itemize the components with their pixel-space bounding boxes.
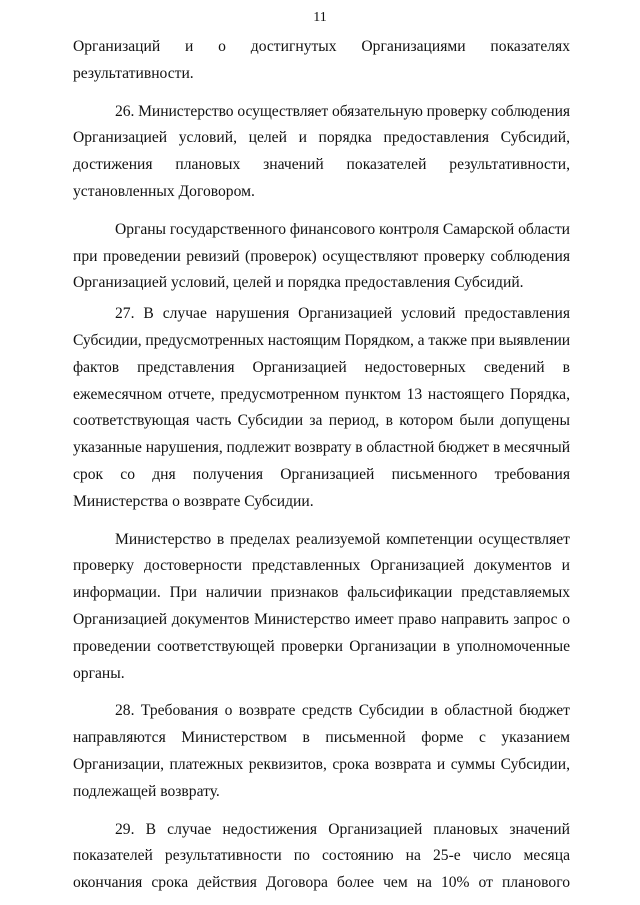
text-line: проведении соответствующей проверки Организации в уполномоченные: [73, 637, 570, 655]
text-line: Министерство в пределах реализуемой компетенции осуществляет: [115, 530, 570, 548]
paragraph-item-29: [73, 817, 570, 897]
paragraph-ministry-verification: [73, 527, 570, 688]
text-line: соответствующая часть Субсидии за период, в котором были допущены: [73, 412, 570, 430]
paragraph-financial-control: [73, 217, 570, 297]
text-line: Органы государственного финансового контроля Самарской области: [115, 220, 570, 238]
text-line: фактов представления Организацией недостоверных сведений в: [73, 358, 570, 376]
text-line: Организацией условий, целей и порядка предоставления Субсидий,: [73, 129, 570, 147]
text-line: проверку достоверности представленных Организацией документов и: [73, 557, 570, 575]
text-line: 28. Требования о возврате средств Субсидии в областной бюджет: [115, 702, 570, 720]
text-line: Организаций и о достигнутых Организациями показателях: [73, 38, 570, 55]
text-line: срок со дня получения Организацией письменного требования: [73, 465, 570, 483]
text-line: Организацией условий, целей и порядка предоставления Субсидий.: [73, 274, 524, 292]
text-line: информации. При наличии признаков фальсификации представляемых: [73, 584, 570, 602]
text-line: установленных Договором.: [73, 182, 255, 200]
paragraph-item-28: [73, 698, 570, 805]
text-line: ежемесячном отчете, предусмотренном пунктом 13 настоящего Порядка,: [73, 385, 570, 403]
text-line: достижения плановых значений показателей результативности,: [73, 156, 570, 174]
text-line: подлежащей возврату.: [73, 782, 220, 800]
text-line: 26. Министерство осуществляет обязательную проверку соблюдения: [115, 102, 570, 120]
text-line: Организацией документов Министерство имеет право направить запрос о: [73, 610, 570, 628]
paragraph-item-26: [73, 99, 570, 206]
text-line: показателей результативности по состоянию на 25-е число месяца: [73, 847, 570, 865]
text-line: окончания срока действия Договора более чем на 10% от планового: [73, 874, 570, 892]
paragraph-continuation: [73, 34, 570, 88]
text-line: при проведении ревизий (проверок) осуществляют проверку соблюдения: [73, 247, 570, 265]
text-line: 29. В случае недостижения Организацией плановых значений: [115, 820, 570, 838]
text-line: Организации, платежных реквизитов, срока возврата и суммы Субсидии,: [73, 755, 570, 773]
text-line: Субсидии, предусмотренных настоящим Порядком, а также при выявлении: [73, 331, 571, 349]
paragraph-item-27: [73, 301, 570, 515]
text-line: результативности.: [73, 64, 194, 82]
document-body: [73, 34, 570, 897]
text-line: 27. В случае нарушения Организацией условий предоставления: [115, 305, 570, 323]
text-line: направляются Министерством в письменной форме с указанием: [73, 729, 570, 747]
text-line: указанные нарушения, подлежит возврату в областной бюджет в месячный: [73, 439, 570, 457]
page-number: 11: [313, 10, 327, 25]
text-line: органы.: [73, 664, 125, 682]
text-line: Министерства о возврате Субсидии.: [73, 492, 314, 510]
